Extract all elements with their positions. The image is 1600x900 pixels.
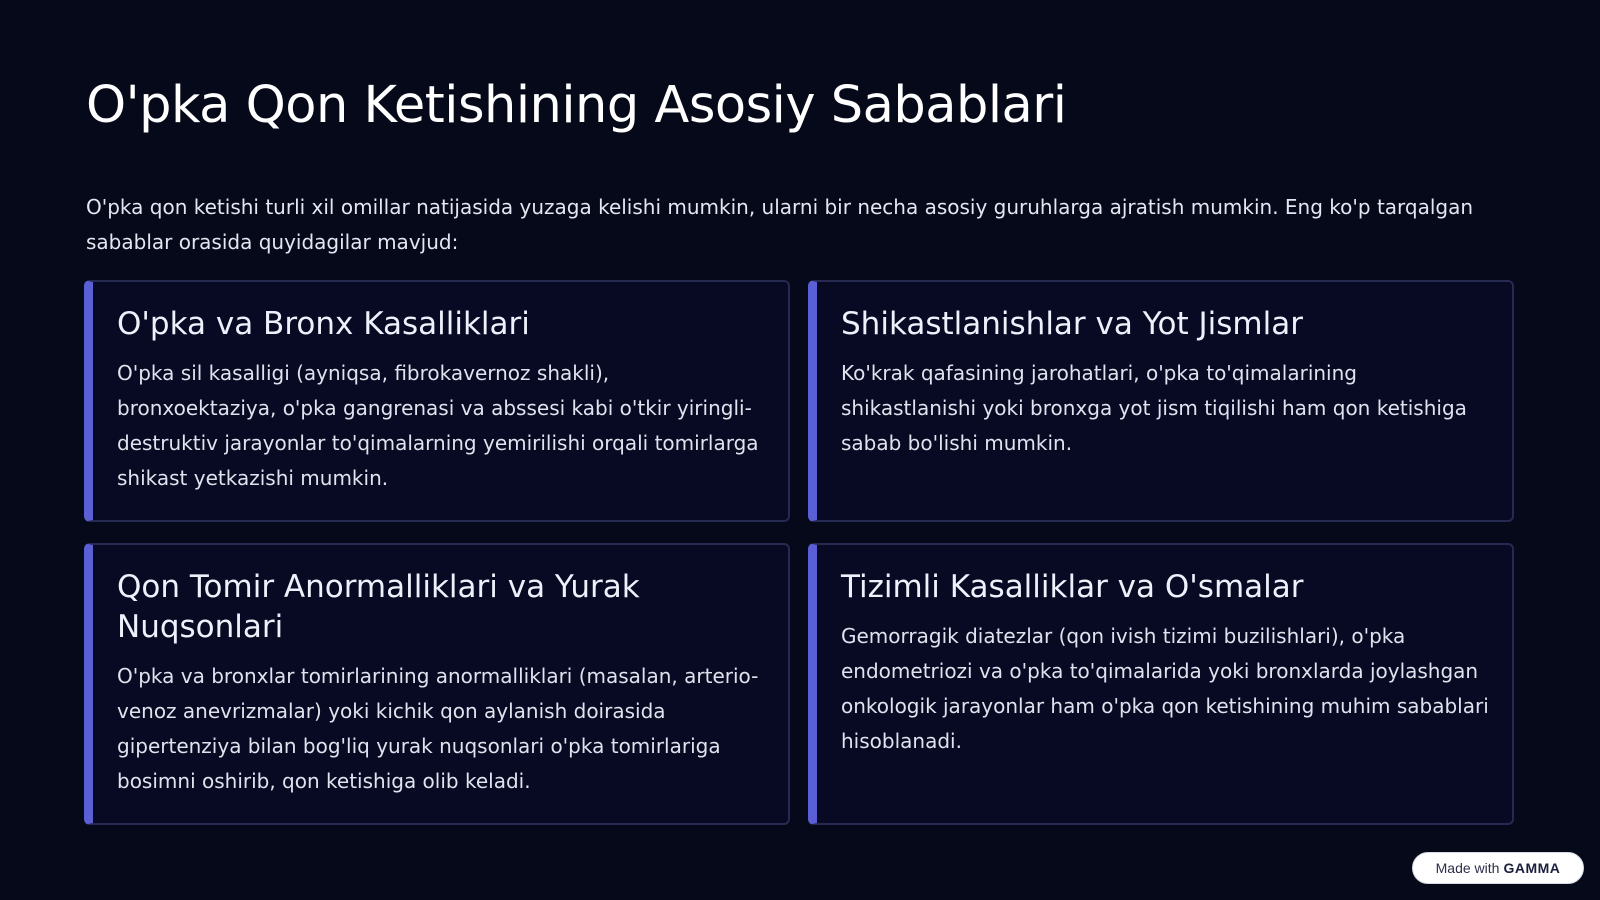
- slide-title: O'pka Qon Ketishining Asosiy Sabablari: [86, 76, 1067, 135]
- card-body: Ko'krak qafasining jarohatlari, o'pka to'qimalarining shikastlanishi yoki bronxga yot jism tiqilishi ham qon ketishiga sabab bo'lishi mumkin.: [841, 361, 1467, 455]
- card-systemic-diseases-tumors: [808, 543, 1514, 825]
- card-body: Gemorragik diatezlar (qon ivish tizimi buzilishlari), o'pka endometriozi va o'pka to'qimalarida yoki bronxlarda joylashgan onkologik jarayonlar ham o'pka qon ketishining muhim sabablari hisoblanadi.: [841, 624, 1489, 753]
- slide-intro: O'pka qon ketishi turli xil omillar natijasida yuzaga kelishi mumkin, ularni bir necha asosiy guruhlarga ajratish mumkin. Eng ko'p tarqalgan sabablar orasida quyidagilar mavjud:: [86, 195, 1474, 254]
- badge-prefix: Made with: [1435, 860, 1500, 876]
- card-vascular-anomalies-heart-defects: [84, 543, 790, 825]
- card-title: Shikastlanishlar va Yot Jismlar: [841, 306, 1303, 342]
- card-lung-bronchial-diseases: [84, 280, 790, 522]
- gamma-logo: GAMMA: [1503, 860, 1561, 876]
- card-title: Qon Tomir Anormalliklari va Yurak Nuqsonlari: [117, 569, 640, 645]
- card-injuries-foreign-bodies: [808, 280, 1514, 522]
- card-title: O'pka va Bronx Kasalliklari: [117, 306, 530, 342]
- card-body: O'pka va bronxlar tomirlarining anormalliklari (masalan, arterio-venoz anevrizmalar) yoki kichik qon aylanish doirasida gipertenziya bilan bog'liq yurak nuqsonlari o'pka tomirlariga bosimni oshirib, qon ketishiga olib keladi.: [117, 664, 759, 793]
- card-body: O'pka sil kasalligi (ayniqsa, fibrokavernoz shakli), bronxoektaziya, o'pka gangrenasi va abssesi kabi o'tkir yiringli-destruktiv jarayonlar to'qimalarning yemirilishi orqali tomirlarga shikast yetkazishi mumkin.: [117, 361, 759, 490]
- made-with-gamma-badge[interactable]: [1412, 852, 1584, 884]
- card-title: Tizimli Kasalliklar va O'smalar: [841, 569, 1304, 605]
